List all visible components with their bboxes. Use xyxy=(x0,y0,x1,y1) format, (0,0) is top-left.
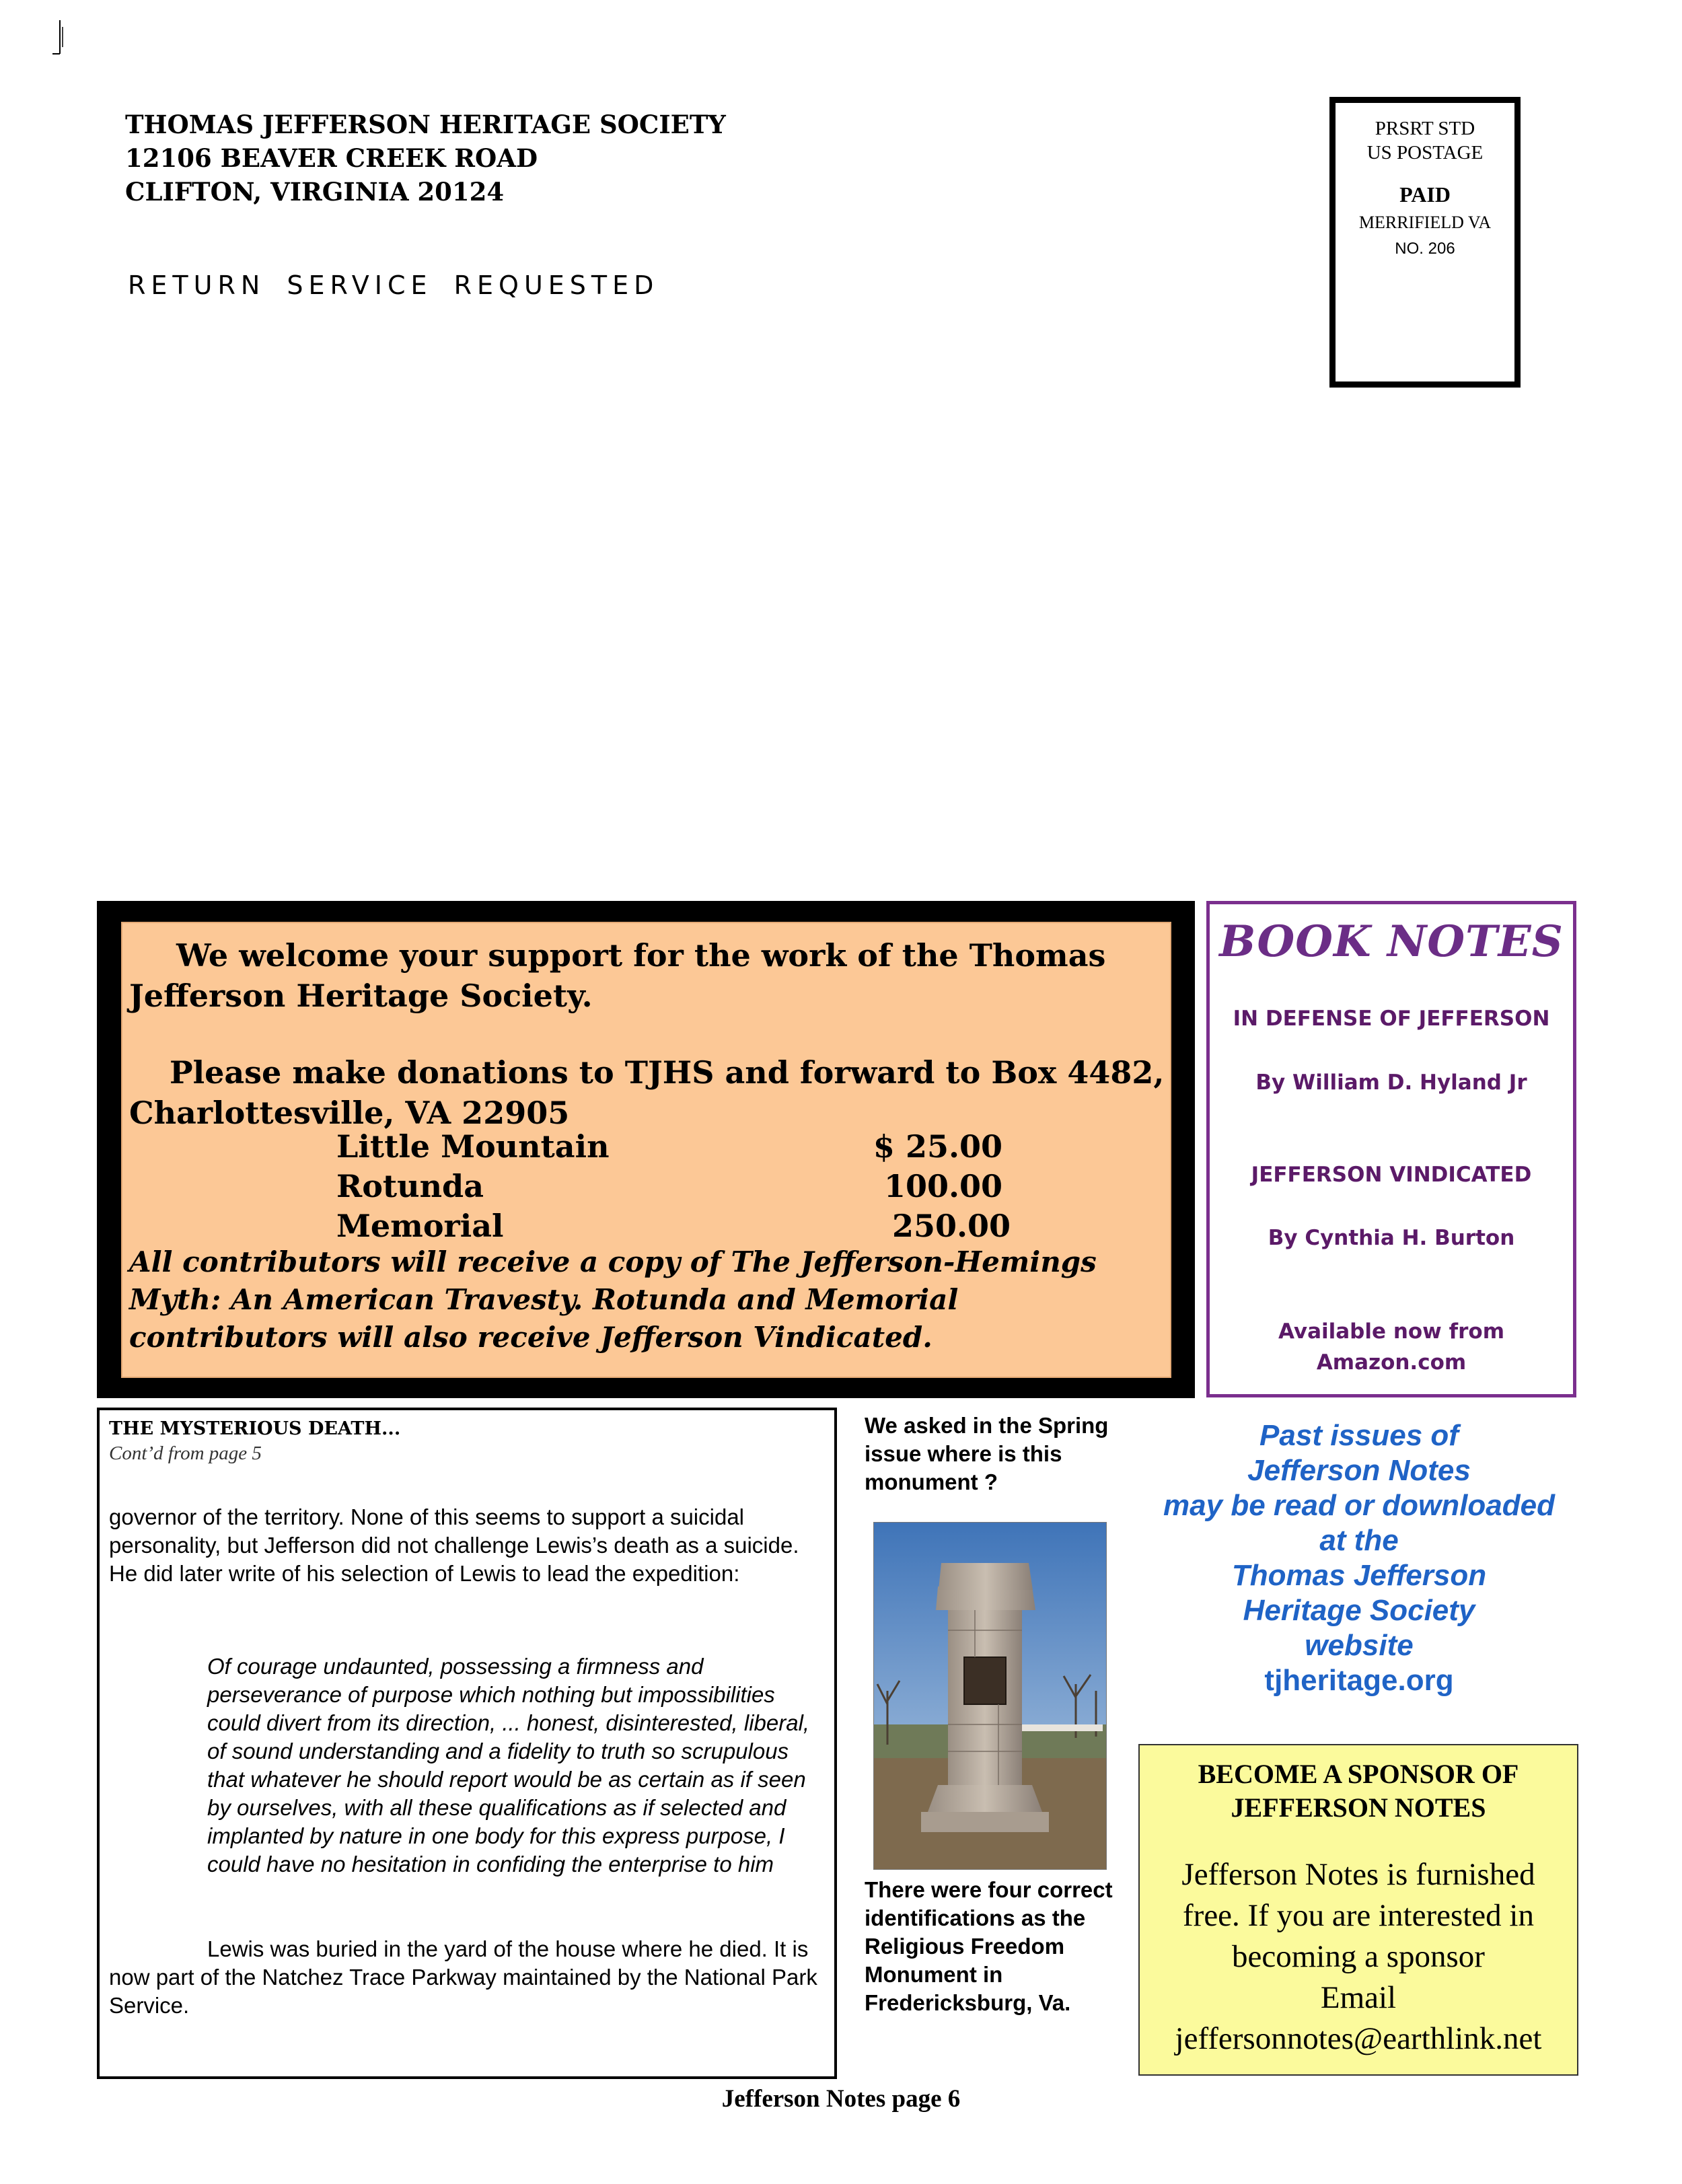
book-notes-box xyxy=(1206,901,1576,1397)
crop-mark xyxy=(52,20,67,61)
tier-name: Rotunda xyxy=(336,1168,484,1204)
sponsor-title-line: JEFFERSON NOTES xyxy=(1231,1792,1486,1823)
past-issues-line: may be read or downloaded xyxy=(1163,1489,1555,1522)
monument-photo xyxy=(873,1522,1107,1870)
article-quote: Of courage undaunted, possessing a firmness and perseverance of purpose which nothing but impossibilities could divert from its direction, ... honest, disinterested, liberal, of sound understanding and a fidelity to truth so scrupulous that whatever he should report would be as certain as if seen by ourselves, with all these qualifications as if selected and implanted by nature in one body for this express purpose, I could have no hesitation in confiding the enterprise to him xyxy=(207,1654,810,1877)
tier-amount: 100.00 xyxy=(883,1168,1002,1204)
monument-answer: There were four correct identifications as the Religious Freedom Monument in Fredericksburg, Va. xyxy=(865,1877,1113,2015)
past-issues-line: website xyxy=(1305,1629,1414,1662)
book-availability: Available now from xyxy=(1278,1319,1504,1344)
support-welcome: We welcome your support for the work of the Thomas Jefferson Heritage Society. xyxy=(129,937,1106,1014)
past-issues-line: at the xyxy=(1319,1524,1399,1557)
sponsor-box xyxy=(1138,1744,1578,2076)
tier-name: Memorial xyxy=(336,1208,504,1244)
return-service-requested: RETURN SERVICE REQUESTED xyxy=(128,270,659,300)
article-para1: governor of the territory. None of this seems to support a suicidal personality, but Jefferson did not challenge Lewis’s death as a suicide. He did later write of his selection of Lewis to lead the expedition: xyxy=(109,1504,799,1586)
sponsor-body-line: free. If you are interested in xyxy=(1183,1898,1534,1933)
sponsor-title xyxy=(1140,1757,1577,1825)
past-issues-line: Thomas Jefferson xyxy=(1231,1559,1487,1592)
article-para2: Lewis was buried in the yard of the house where he died. It is now part of the Natchez Trace Parkway maintained by the National Park Service. xyxy=(109,1936,817,2018)
past-issues-line: Heritage Society xyxy=(1243,1594,1475,1627)
tier-amount: 250.00 xyxy=(891,1208,1011,1244)
support-note: All contributors will receive a copy of The Jefferson-Hemings Myth: An American Travesty. Rotunda and Memorial contributors will also receive Jefferson Vindicated. xyxy=(129,1245,1097,1354)
book2-title: JEFFERSON VINDICATED xyxy=(1251,1163,1532,1187)
sponsor-body xyxy=(1145,1854,1572,2060)
monument-question: We asked in the Spring issue where is this monument ? xyxy=(865,1413,1109,1494)
support-donate: Please make donations to TJHS and forward to Box 4482, Charlottesville, VA 22905 xyxy=(129,1054,1165,1131)
sponsor-body-line: Jefferson Notes is furnished xyxy=(1181,1857,1535,1892)
sponsor-body-line: Email xyxy=(1320,1980,1397,2015)
past-issues-line: Past issues of xyxy=(1259,1419,1459,1452)
past-issues-line: Jefferson Notes xyxy=(1247,1454,1471,1487)
street-address: 12106 BEAVER CREEK ROAD xyxy=(125,143,538,173)
book-notes-title: BOOK NOTES xyxy=(1219,916,1564,967)
article-heading: THE MYSTERIOUS DEATH... xyxy=(109,1418,401,1439)
return-address xyxy=(125,108,798,209)
city-address: CLIFTON, VIRGINIA 20124 xyxy=(125,177,505,207)
sponsor-email[interactable]: jeffersonnotes@earthlink.net xyxy=(1175,2021,1542,2056)
book2-author: By Cynthia H. Burton xyxy=(1268,1226,1515,1250)
book1-title: IN DEFENSE OF JEFFERSON xyxy=(1233,1007,1550,1031)
tier-amount: $ 25.00 xyxy=(873,1128,1002,1165)
prsrt-std: PRSRT STD xyxy=(1375,118,1475,139)
tier-name: Little Mountain xyxy=(336,1128,610,1165)
past-issues-notice xyxy=(1137,1418,1581,1698)
website-link[interactable]: tjheritage.org xyxy=(1264,1664,1454,1697)
book-availability-site: Amazon.com xyxy=(1316,1350,1467,1375)
mysterious-death-article xyxy=(97,1408,837,2079)
support-box xyxy=(121,922,1171,1378)
sponsor-body-line: becoming a sponsor xyxy=(1232,1939,1485,1974)
postage-indicia xyxy=(1329,97,1521,388)
postage-paid: PAID xyxy=(1399,182,1451,207)
book1-author: By William D. Hyland Jr xyxy=(1255,1070,1527,1095)
us-postage: US POSTAGE xyxy=(1366,142,1484,163)
postage-permit: NO. 206 xyxy=(1395,240,1455,258)
org-name: THOMAS JEFFERSON HERITAGE SOCIETY xyxy=(125,110,726,139)
postage-city: MERRIFIELD VA xyxy=(1358,213,1492,232)
article-continued: Cont’d from page 5 xyxy=(109,1443,262,1464)
sponsor-title-line: BECOME A SPONSOR OF xyxy=(1198,1759,1519,1789)
page-footer: Jefferson Notes page 6 xyxy=(721,2085,961,2113)
